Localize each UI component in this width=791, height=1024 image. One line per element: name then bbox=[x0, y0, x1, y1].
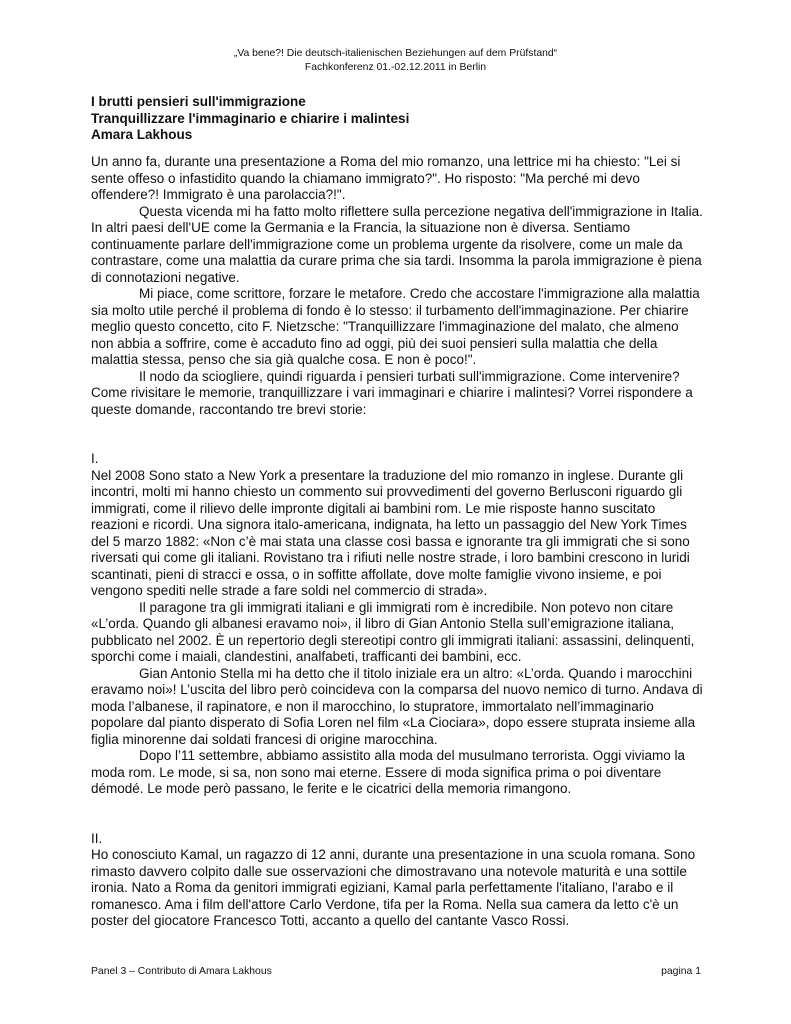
section-2-numeral: II. bbox=[91, 830, 103, 846]
section-1-paragraph-3: Gian Antonio Stella mi ha detto che il titolo iniziale era un altro: «L’orda. Quando i marocchini eravamo noi»! L’uscita del libro però coincideva con la comparsa del nuovo nemico di turno. Andava di moda l’albanese, il rapinatore, e non il marocchino, lo stupratore, immortalato nell’immaginario popolare dal pianto disperato di Sofia Loren nel film «La Ciociara», dopo essere stuprata insieme alla figlia minorenne dai soldati francesi di origine marocchina. bbox=[91, 665, 703, 747]
section-2 bbox=[91, 831, 703, 930]
conference-date: Fachkonferenz 01.-02.12.2011 in Berlin bbox=[304, 62, 487, 73]
page-number: pagina 1 bbox=[661, 966, 701, 977]
footer-panel-label: Panel 3 – Contributo di Amara Lakhous bbox=[91, 966, 272, 977]
intro-paragraph-3: Mi piace, come scrittore, forzare le metafore. Credo che accostare l'immigrazione alla malattia sia molto utile perché il problema di fondo è lo stesso: il turbamento dell'immaginazione. Per chiarire meglio questo concetto, cito F. Nietzsche: "Tranquillizzare l'immaginazione del malato, che almeno non abbia a soffrire, come è accaduto fino ad oggi, più dei suoi pensieri sulla malattia che della malattia stessa, penso che sia già qualche cosa. E non è poco!". bbox=[91, 286, 700, 367]
section-1-numeral: I. bbox=[91, 451, 99, 466]
article-subtitle: Tranquillizzare l'immaginario e chiarire i malintesi bbox=[91, 110, 410, 126]
section-1-paragraph-1: Nel 2008 Sono stato a New York a presentare la traduzione del mio romanzo in inglese. Durante gli incontri, molti mi hanno chiesto un commento sui provvedimenti del governo Berlusconi riguardo gli immigrati, come il rilievo delle impronte digitali ai bambini rom. Le mie risposte hanno suscitato reazioni e ricordi. Una signora italo-americana, indignata, ha letto un passaggio del New York Times del 5 marzo 1882: «Non c’è mai stata una classe così bassa e ignorante tra gli immigrati che si sono riversati qui come gli italiani. Rovistano tra i rifiuti nelle nostre strade, i loro bambini crescono in luridi scantinati, pieni di stracci e ossa, o in soffitte affollate, dove molte famiglie vivono insieme, e poi vengono spediti nelle strade a fare soldi nel commercio di strada». bbox=[91, 467, 690, 598]
intro-paragraph-4: Il nodo da sciogliere, quindi riguarda i pensieri turbati sull'immigrazione. Come intervenire? Come rivisitare le memorie, tranquillizzare i vari immaginari e chiarire i malintesi? Vorrei rispondere a queste domande, raccontando tre brevi storie: bbox=[91, 368, 693, 417]
article-title: I brutti pensieri sull'immigrazione bbox=[91, 94, 306, 109]
conference-header bbox=[0, 47, 791, 75]
article-title-block bbox=[91, 94, 409, 144]
section-1 bbox=[91, 451, 703, 798]
conference-title: „Va bene?! Die deutsch-italienischen Beziehungen auf dem Prüfstand“ bbox=[233, 48, 558, 59]
article-body bbox=[91, 154, 703, 930]
section-1-paragraph-4: Dopo l’11 settembre, abbiamo assistito alla moda del musulmano terrorista. Oggi viviamo la moda rom. Le mode, si sa, non sono mai eterne. Essere di moda significa prima o poi diventare démodé. Le mode però passano, le ferite e le cicatrici della memoria rimangono. bbox=[91, 748, 685, 796]
article-author: Amara Lakhous bbox=[91, 127, 193, 142]
intro-paragraph-1: Un anno fa, durante una presentazione a Roma del mio romanzo, una lettrice mi ha chiesto: "Lei si sente offeso o infastidito quando la chiamano immigrato?". Ho risposto: "Ma perché mi devo offendere?! Immigrato è una parolaccia?!". bbox=[91, 154, 681, 202]
section-1-paragraph-2: Il paragone tra gli immigrati italiani e gli immigrati rom è incredibile. Non potevo non citare «L’orda. Quando gli albanesi eravamo noi», il libro di Gian Antonio Stella sull’emigrazione italiana, pubblicato nel 2002. È un repertorio degli stereotipi contro gli immigrati italiani: assassini, delinquenti, sporchi come i maiali, clandestini, analfabeti, trafficanti dei bambini, ecc. bbox=[91, 599, 695, 664]
intro-paragraph-2: Questa vicenda mi ha fatto molto riflettere sulla percezione negativa dell'immigrazione in Italia. In altri paesi dell'UE come la Germania e la Francia, la situazione non è diversa. Sentiamo continuamente parlare dell'immigrazione come un problema urgente da risolvere, come un male da contrastare, come una malattia da curare prima che sia tardi. Insomma la parola immigrazione è piena di connotazioni negative. bbox=[91, 203, 703, 285]
section-2-paragraph-1: Ho conosciuto Kamal, un ragazzo di 12 anni, durante una presentazione in una scuola romana. Sono rimasto davvero colpito dalle sue osservazioni che dimostravano una notevole maturità e una sottile ironia. Nato a Roma da genitori immigrati egiziani, Kamal parla perfettamente l'italiano, l'arabo e il romanesco. Ama i film dell'attore Carlo Verdone, tifa per la Roma. Nella sua camera da letto c'è un poster del giocatore Francesco Totti, accanto a quello del cantante Vasco Rossi. bbox=[91, 847, 696, 928]
